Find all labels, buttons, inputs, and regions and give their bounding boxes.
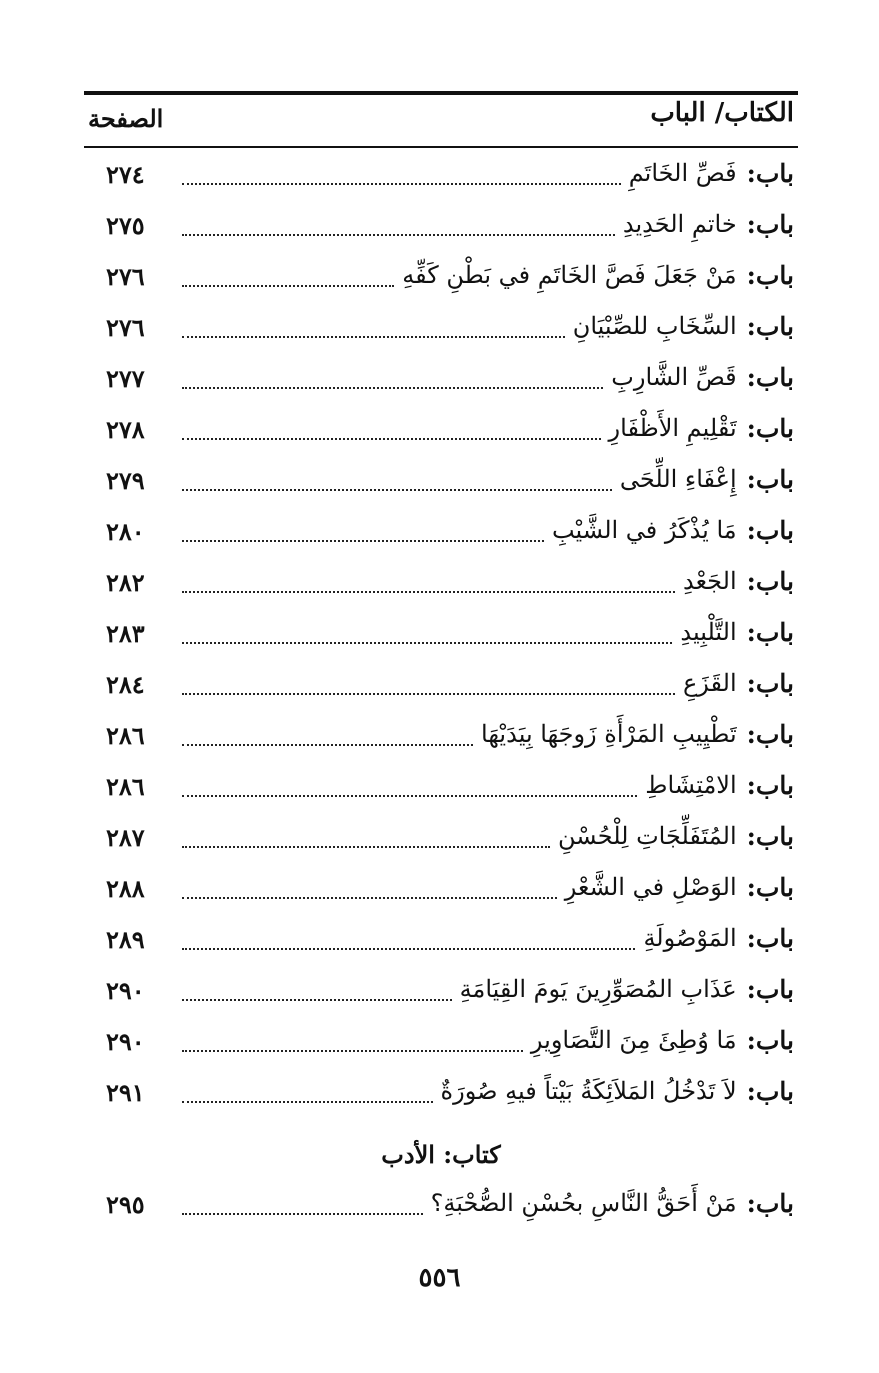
entry-page-number: ٢٨٧	[106, 823, 145, 852]
contents-list-last	[84, 1183, 798, 1234]
entry-title: إِعْفَاءِ اللِّحَى	[619, 465, 737, 493]
entry-page-number: ٢٩٠	[106, 976, 145, 1005]
entry-title: لاَ تَدْخُلُ المَلاَئِكَةُ بَيْتاً فيهِ صُورَةٌ	[440, 1077, 737, 1105]
contents-entry	[84, 612, 798, 663]
entry-page-number: ٢٨٩	[106, 925, 145, 954]
contents-entry	[84, 969, 798, 1020]
entry-title: تَطْيِيبِ المَرْأَةِ زَوجَهَا بِيَدَيْهَا	[481, 720, 737, 748]
leader-dots	[182, 183, 621, 185]
header-page-label: الصفحة	[88, 104, 164, 133]
entry-label: باب:	[746, 1026, 794, 1055]
entry-page-number: ٢٧٥	[106, 211, 145, 240]
entry-title: مَا يُذْكَرُ في الشَّيْبِ	[551, 516, 737, 544]
contents-entry	[84, 153, 798, 204]
entry-page-number: ٢٧٦	[106, 262, 145, 291]
leader-dots	[182, 999, 452, 1001]
entry-page-number: ٢٩١	[106, 1078, 145, 1107]
entry-label: باب:	[746, 720, 794, 749]
contents-entry	[84, 1071, 798, 1122]
leader-dots	[182, 846, 550, 848]
entry-label: باب:	[746, 465, 794, 494]
entry-label: باب:	[746, 261, 794, 290]
leader-dots	[182, 897, 557, 899]
contents-entry	[84, 306, 798, 357]
entry-title: التَّلْبِيدِ	[680, 618, 737, 646]
leader-dots	[182, 693, 675, 695]
entry-page-number: ٢٨٦	[106, 721, 145, 750]
entry-title: مَا وُطِئَ مِنَ التَّصَاوِيرِ	[530, 1026, 737, 1054]
entry-page-number: ٢٨٤	[106, 670, 145, 699]
entry-title: الجَعْدِ	[683, 567, 737, 595]
entry-label: باب:	[746, 414, 794, 443]
leader-dots	[182, 1213, 423, 1215]
entry-page-number: ٢٩٥	[106, 1190, 145, 1219]
contents-entry	[84, 714, 798, 765]
entry-title: القَزَعِ	[682, 669, 737, 697]
contents-entry	[84, 867, 798, 918]
contents-entry	[84, 918, 798, 969]
entry-label: باب:	[746, 822, 794, 851]
contents-entry	[84, 1183, 798, 1234]
leader-dots	[182, 1101, 433, 1103]
entry-label: باب:	[746, 975, 794, 1004]
entry-title: فَصِّ الخَاتَمِ	[628, 159, 737, 187]
entry-page-number: ٢٧٤	[106, 160, 145, 189]
leader-dots	[182, 489, 612, 491]
leader-dots	[182, 285, 394, 287]
entry-label: باب:	[746, 618, 794, 647]
contents-entry	[84, 204, 798, 255]
entry-label: باب:	[746, 516, 794, 545]
entry-page-number: ٢٧٩	[106, 466, 145, 495]
leader-dots	[182, 438, 601, 440]
contents-entry	[84, 408, 798, 459]
header-title: الكتاب/ الباب	[650, 98, 794, 128]
leader-dots	[182, 642, 672, 644]
leader-dots	[182, 540, 544, 542]
leader-dots	[182, 1050, 523, 1052]
entry-page-number: ٢٧٨	[106, 415, 145, 444]
entry-label: باب:	[746, 312, 794, 341]
contents-entry	[84, 357, 798, 408]
entry-page-number: ٢٧٧	[106, 364, 145, 393]
entry-label: باب:	[746, 567, 794, 596]
leader-dots	[182, 591, 675, 593]
leader-dots	[182, 795, 637, 797]
entry-title: عَذَابِ المُصَوِّرِينَ يَومَ القِيَامَةِ	[459, 975, 737, 1003]
leader-dots	[182, 948, 635, 950]
leader-dots	[182, 744, 473, 746]
contents-entry	[84, 255, 798, 306]
entry-page-number: ٢٧٦	[106, 313, 145, 342]
entry-title: المَوْصُولَةِ	[643, 924, 737, 952]
entry-page-number: ٢٨٣	[106, 619, 145, 648]
leader-dots	[182, 387, 603, 389]
entry-label: باب:	[746, 1077, 794, 1106]
entry-label: باب:	[746, 669, 794, 698]
entry-title: مَنْ أَحَقُّ النَّاسِ بحُسْنِ الصُّحْبَةِ؟	[430, 1189, 737, 1217]
entry-page-number: ٢٨٠	[106, 517, 145, 546]
header-rule	[84, 146, 798, 148]
entry-title: مَنْ جَعَلَ فَصَّ الخَاتَمِ في بَطْنِ كَفِّهِ	[402, 261, 737, 289]
contents-entry	[84, 459, 798, 510]
entry-page-number: ٢٨٨	[106, 874, 145, 903]
entry-label: باب:	[746, 924, 794, 953]
entry-page-number: ٢٩٠	[106, 1027, 145, 1056]
leader-dots	[182, 336, 565, 338]
top-rule	[84, 91, 798, 95]
entry-title: الوَصْلِ في الشَّعْرِ	[564, 873, 737, 901]
contents-entry	[84, 510, 798, 561]
entry-title: الامْتِشَاطِ	[645, 771, 737, 799]
contents-entry	[84, 765, 798, 816]
page-number: ٥٥٦	[418, 1263, 461, 1293]
contents-header	[84, 98, 798, 142]
entry-label: باب:	[746, 159, 794, 188]
contents-entry	[84, 816, 798, 867]
contents-entry	[84, 663, 798, 714]
entry-page-number: ٢٨٢	[106, 568, 145, 597]
entry-label: باب:	[746, 873, 794, 902]
entry-label: باب:	[746, 771, 794, 800]
entry-title: تَقْلِيمِ الأَظْفَارِ	[608, 414, 737, 442]
entry-label: باب:	[746, 210, 794, 239]
entry-title: المُتَفَلِّجَاتِ لِلْحُسْنِ	[558, 822, 737, 850]
leader-dots	[182, 234, 615, 236]
entry-label: باب:	[746, 1189, 794, 1218]
section-heading: كتاب: الأدب	[381, 1140, 501, 1169]
entry-title: السِّخَابِ للصِّبْيَانِ	[572, 312, 737, 340]
contents-entry	[84, 561, 798, 612]
entry-label: باب:	[746, 363, 794, 392]
entry-page-number: ٢٨٦	[106, 772, 145, 801]
entry-title: خاتمِ الحَدِيدِ	[622, 210, 737, 238]
contents-list	[84, 153, 798, 1122]
entry-title: قَصِّ الشَّارِبِ	[611, 363, 737, 391]
contents-entry	[84, 1020, 798, 1071]
